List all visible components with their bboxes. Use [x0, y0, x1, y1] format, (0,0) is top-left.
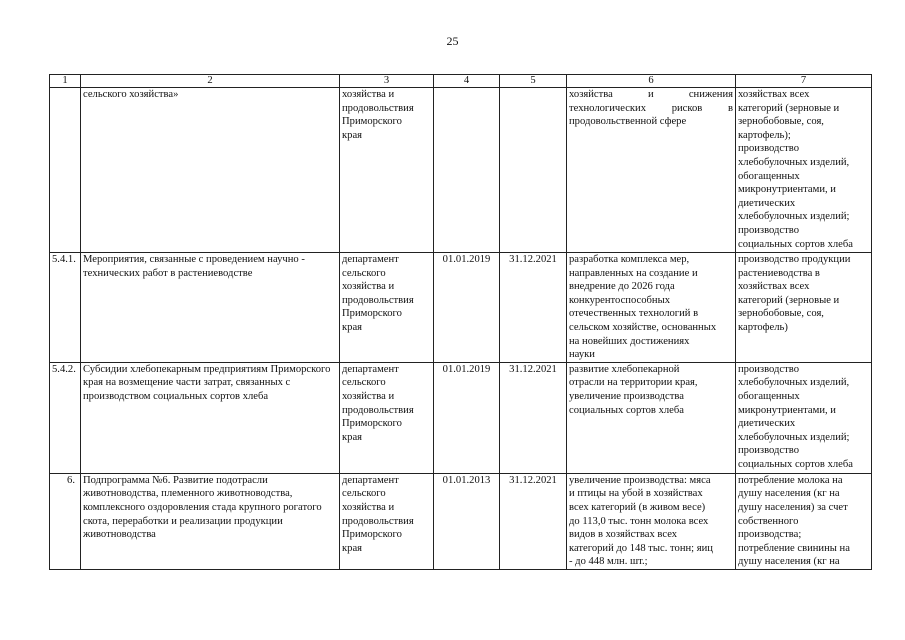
page-number: 25 — [446, 34, 459, 48]
row-number: 5.4.1. — [50, 253, 81, 363]
header-cell: 1 — [50, 75, 81, 88]
start-date: 01.01.2019 — [434, 362, 500, 473]
table-row — [50, 253, 872, 363]
row-number: 5.4.2. — [50, 362, 81, 473]
header-cell: 6 — [567, 75, 736, 88]
start-date: 01.01.2013 — [434, 473, 500, 569]
header-cell: 2 — [81, 75, 340, 88]
end-date: 31.12.2021 — [500, 473, 567, 569]
activity-name: Мероприятия, связанные с проведением научно - технических работ в растениеводстве — [81, 253, 340, 363]
indicator: производство хлебобулочных изделий, обогащенных микронутриентами, и диетических хлебобулочных изделий; производство социальных сортов хлеба — [736, 362, 872, 473]
executor: департамент сельского хозяйства и продовольствия Приморского края — [340, 362, 434, 473]
start-date — [434, 88, 500, 253]
expected-result: хозяйства и снижения технологических рисков в продовольственной сфере — [567, 88, 736, 253]
header-row — [50, 75, 872, 88]
expected-result: развитие хлебопекарной отрасли на территории края, увеличение производства социальных сортов хлеба — [567, 362, 736, 473]
executor: департамент сельского хозяйства и продовольствия Приморского края — [340, 473, 434, 569]
end-date: 31.12.2021 — [500, 253, 567, 363]
table-row — [50, 88, 872, 253]
expected-result: разработка комплекса мер, направленных на создание и внедрение до 2026 года конкурентоспособных отечественных технологий в сельском хозяйстве, основанных на новейших достижениях науки — [567, 253, 736, 363]
table-row — [50, 473, 872, 569]
executor: хозяйства и продовольствия Приморского края — [340, 88, 434, 253]
end-date: 31.12.2021 — [500, 362, 567, 473]
activity-name: Субсидии хлебопекарным предприятиям Приморского края на возмещение части затрат, связанных с производством социальных сортов хлеба — [81, 362, 340, 473]
activity-name: сельского хозяйства» — [81, 88, 340, 253]
end-date — [500, 88, 567, 253]
header-cell: 7 — [736, 75, 872, 88]
indicator: хозяйствах всех категорий (зерновые и зернобобовые, соя, картофель); производство хлебобулочных изделий, обогащенных микронутриентами, и диетических хлебобулочных изделий; производство социальных сортов хлеба — [736, 88, 872, 253]
table-row — [50, 362, 872, 473]
row-number — [50, 88, 81, 253]
indicator: потребление молока на душу населения (кг на душу населения) за счет собственного производства; потребление свинины на душу населения (кг на — [736, 473, 872, 569]
activities-table — [49, 74, 872, 570]
executor: департамент сельского хозяйства и продовольствия Приморского края — [340, 253, 434, 363]
header-cell: 4 — [434, 75, 500, 88]
expected-result: увеличение производства: мяса и птицы на убой в хозяйствах всех категорий (в живом весе) до 113,0 тыс. тонн молока всех видов в хозяйствах всех категорий до 148 тыс. тонн; яиц - до 448 млн. шт.; — [567, 473, 736, 569]
header-cell: 3 — [340, 75, 434, 88]
indicator: производство продукции растениеводства в хозяйствах всех категорий (зерновые и зернобобовые, соя, картофель) — [736, 253, 872, 363]
header-cell: 5 — [500, 75, 567, 88]
activity-name: Подпрограмма №6. Развитие подотрасли животноводства, племенного животноводства, комплексного оздоровления стада крупного рогатого скота, переработки и реализации продукции животноводства — [81, 473, 340, 569]
start-date: 01.01.2019 — [434, 253, 500, 363]
row-number: 6. — [50, 473, 81, 569]
